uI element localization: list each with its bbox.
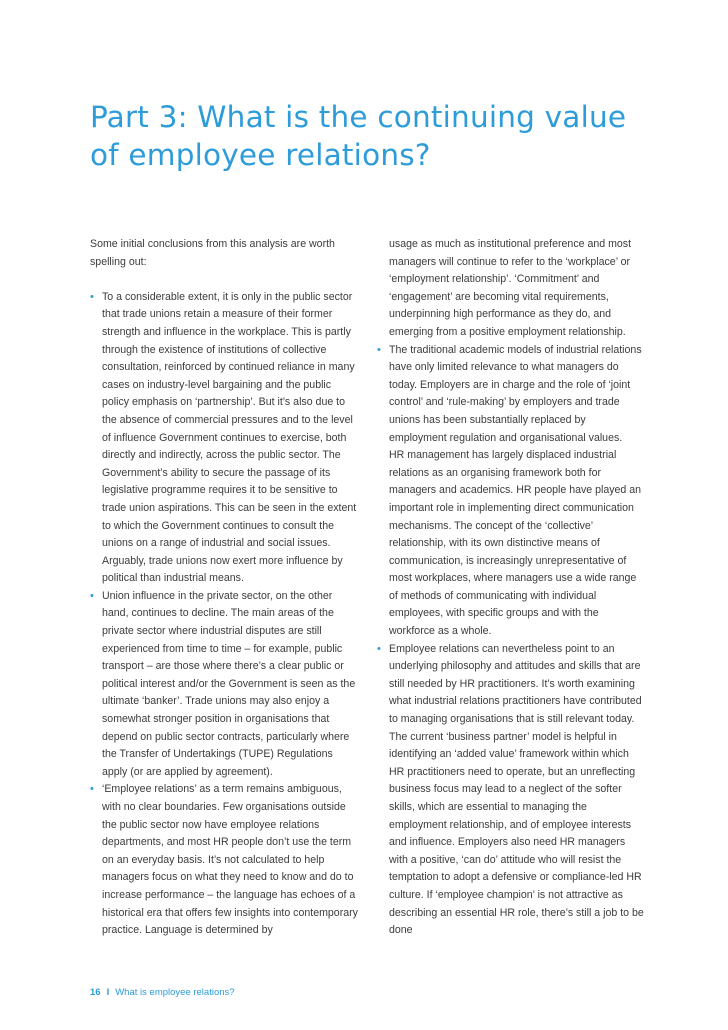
footer-title: What is employee relations? <box>115 987 235 998</box>
left-column <box>90 236 358 940</box>
bullet-text: Union influence in the private sector, on the other hand, continues to decline. The main areas of the private sector where industrial disputes are still experienced from time to time – for example, public transport – are those where there’s a clear public or political interest and/or the Government is seen as the ultimate ‘banker’. Trade unions may also enjoy a somewhat stronger position in organisations that depend on public sector contracts, particularly where the Transfer of Undertakings (TUPE) Regulations apply (or are applied by agreement). <box>102 589 356 778</box>
bullet-marker: • <box>90 783 94 796</box>
bullet-item <box>377 641 645 940</box>
page-number: 16 <box>90 987 101 998</box>
bullet-text: Employee relations can nevertheless point to an underlying philosophy and attitudes and skills that are still needed by HR practitioners. It’s worth examining what industrial relations practitioners have contributed to managing organisations that is still relevant today. The current ‘business partner’ model is helpful in identifying an ‘added value’ framework within which HR practitioners need to operate, but an unreflecting business focus may lead to a neglect of the softer skills, which are essential to managing the employment relationship, and of employee interests and influence. Employers also need HR managers with a positive, ‘can do’ attitude who will resist the temptation to adopt a defensive or compliance-led HR culture. If ‘employee champion’ is not attractive as describing an essential HR role, there’s still a job to be done <box>389 642 644 937</box>
intro-paragraph: Some initial conclusions from this analysis are worth spelling out: <box>90 238 335 268</box>
bullet-marker: • <box>377 642 381 655</box>
bullet-text: The traditional academic models of industrial relations have only limited relevance to what managers do today. Employers are in charge and the role of ‘joint control’ and ‘rule-making’ by employers and trade unions has been substantially replaced by employment regulation and organisational values. <box>389 343 642 444</box>
bullet-marker: • <box>90 589 94 602</box>
left-bullet-list <box>90 289 358 940</box>
right-column <box>377 236 645 940</box>
page-title: Part 3: What is the continuing value of employee relations? <box>90 100 627 172</box>
bullet-item <box>377 342 645 641</box>
continued-bullet-text: usage as much as institutional preference and most managers will continue to refer to the ‘workplace’ or ‘employment relationship’. ‘Commitment’ and ‘engagement’ are becoming vital requirements, underpinning high performance as they do, and emerging from a positive employment relationship. <box>389 238 632 338</box>
bullet-text: To a considerable extent, it is only in the public sector that trade unions retain a measure of their former strength and influence in the workplace. This is partly through the existence of institutions of collective consultation, reinforced by continued reliance in many cases on industry-level bargaining and the public policy emphasis on ‘partnership’. But it’s also due to the absence of commercial pressures and to the level of influence Government continues to exercise, both directly and indirectly, across the public sector. The Government’s ability to secure the passage of its legislative programme requires it to be sensitive to trade union aspirations. This can be seen in the extent to which the Government continues to consult the unions on a range of industrial and social issues. Arguably, trade unions now exert more influence by political than industrial means. <box>102 290 357 585</box>
bullet-marker: • <box>90 290 94 303</box>
page-footer <box>90 987 235 998</box>
bullet-item <box>90 781 358 939</box>
bullet-text-paragraph: HR management has largely displaced industrial relations as an organising framework both for managers and academics. HR people have played an important role in implementing direct communication mechanisms. The concept of the ‘collective’ relationship, with its own distinctive means of communication, is increasingly unrepresentative of most workplaces, where managers use a wide range of methods of communicating with individual employees, with specific groups and with the workforce as a whole. <box>389 449 642 638</box>
bullet-item <box>90 588 358 782</box>
footer-separator: I <box>106 987 110 998</box>
right-bullet-list <box>377 342 645 940</box>
bullet-marker: • <box>377 343 381 356</box>
bullet-text: ‘Employee relations’ as a term remains ambiguous, with no clear boundaries. Few organisations outside the public sector now have employee relations departments, and most HR people don’t use the term on an everyday basis. It’s not calculated to help managers focus on what they need to know and do to increase performance – the language has echoes of a historical era that offers few insights into contemporary practice. Language is determined by <box>102 783 358 937</box>
bullet-item <box>90 289 358 588</box>
